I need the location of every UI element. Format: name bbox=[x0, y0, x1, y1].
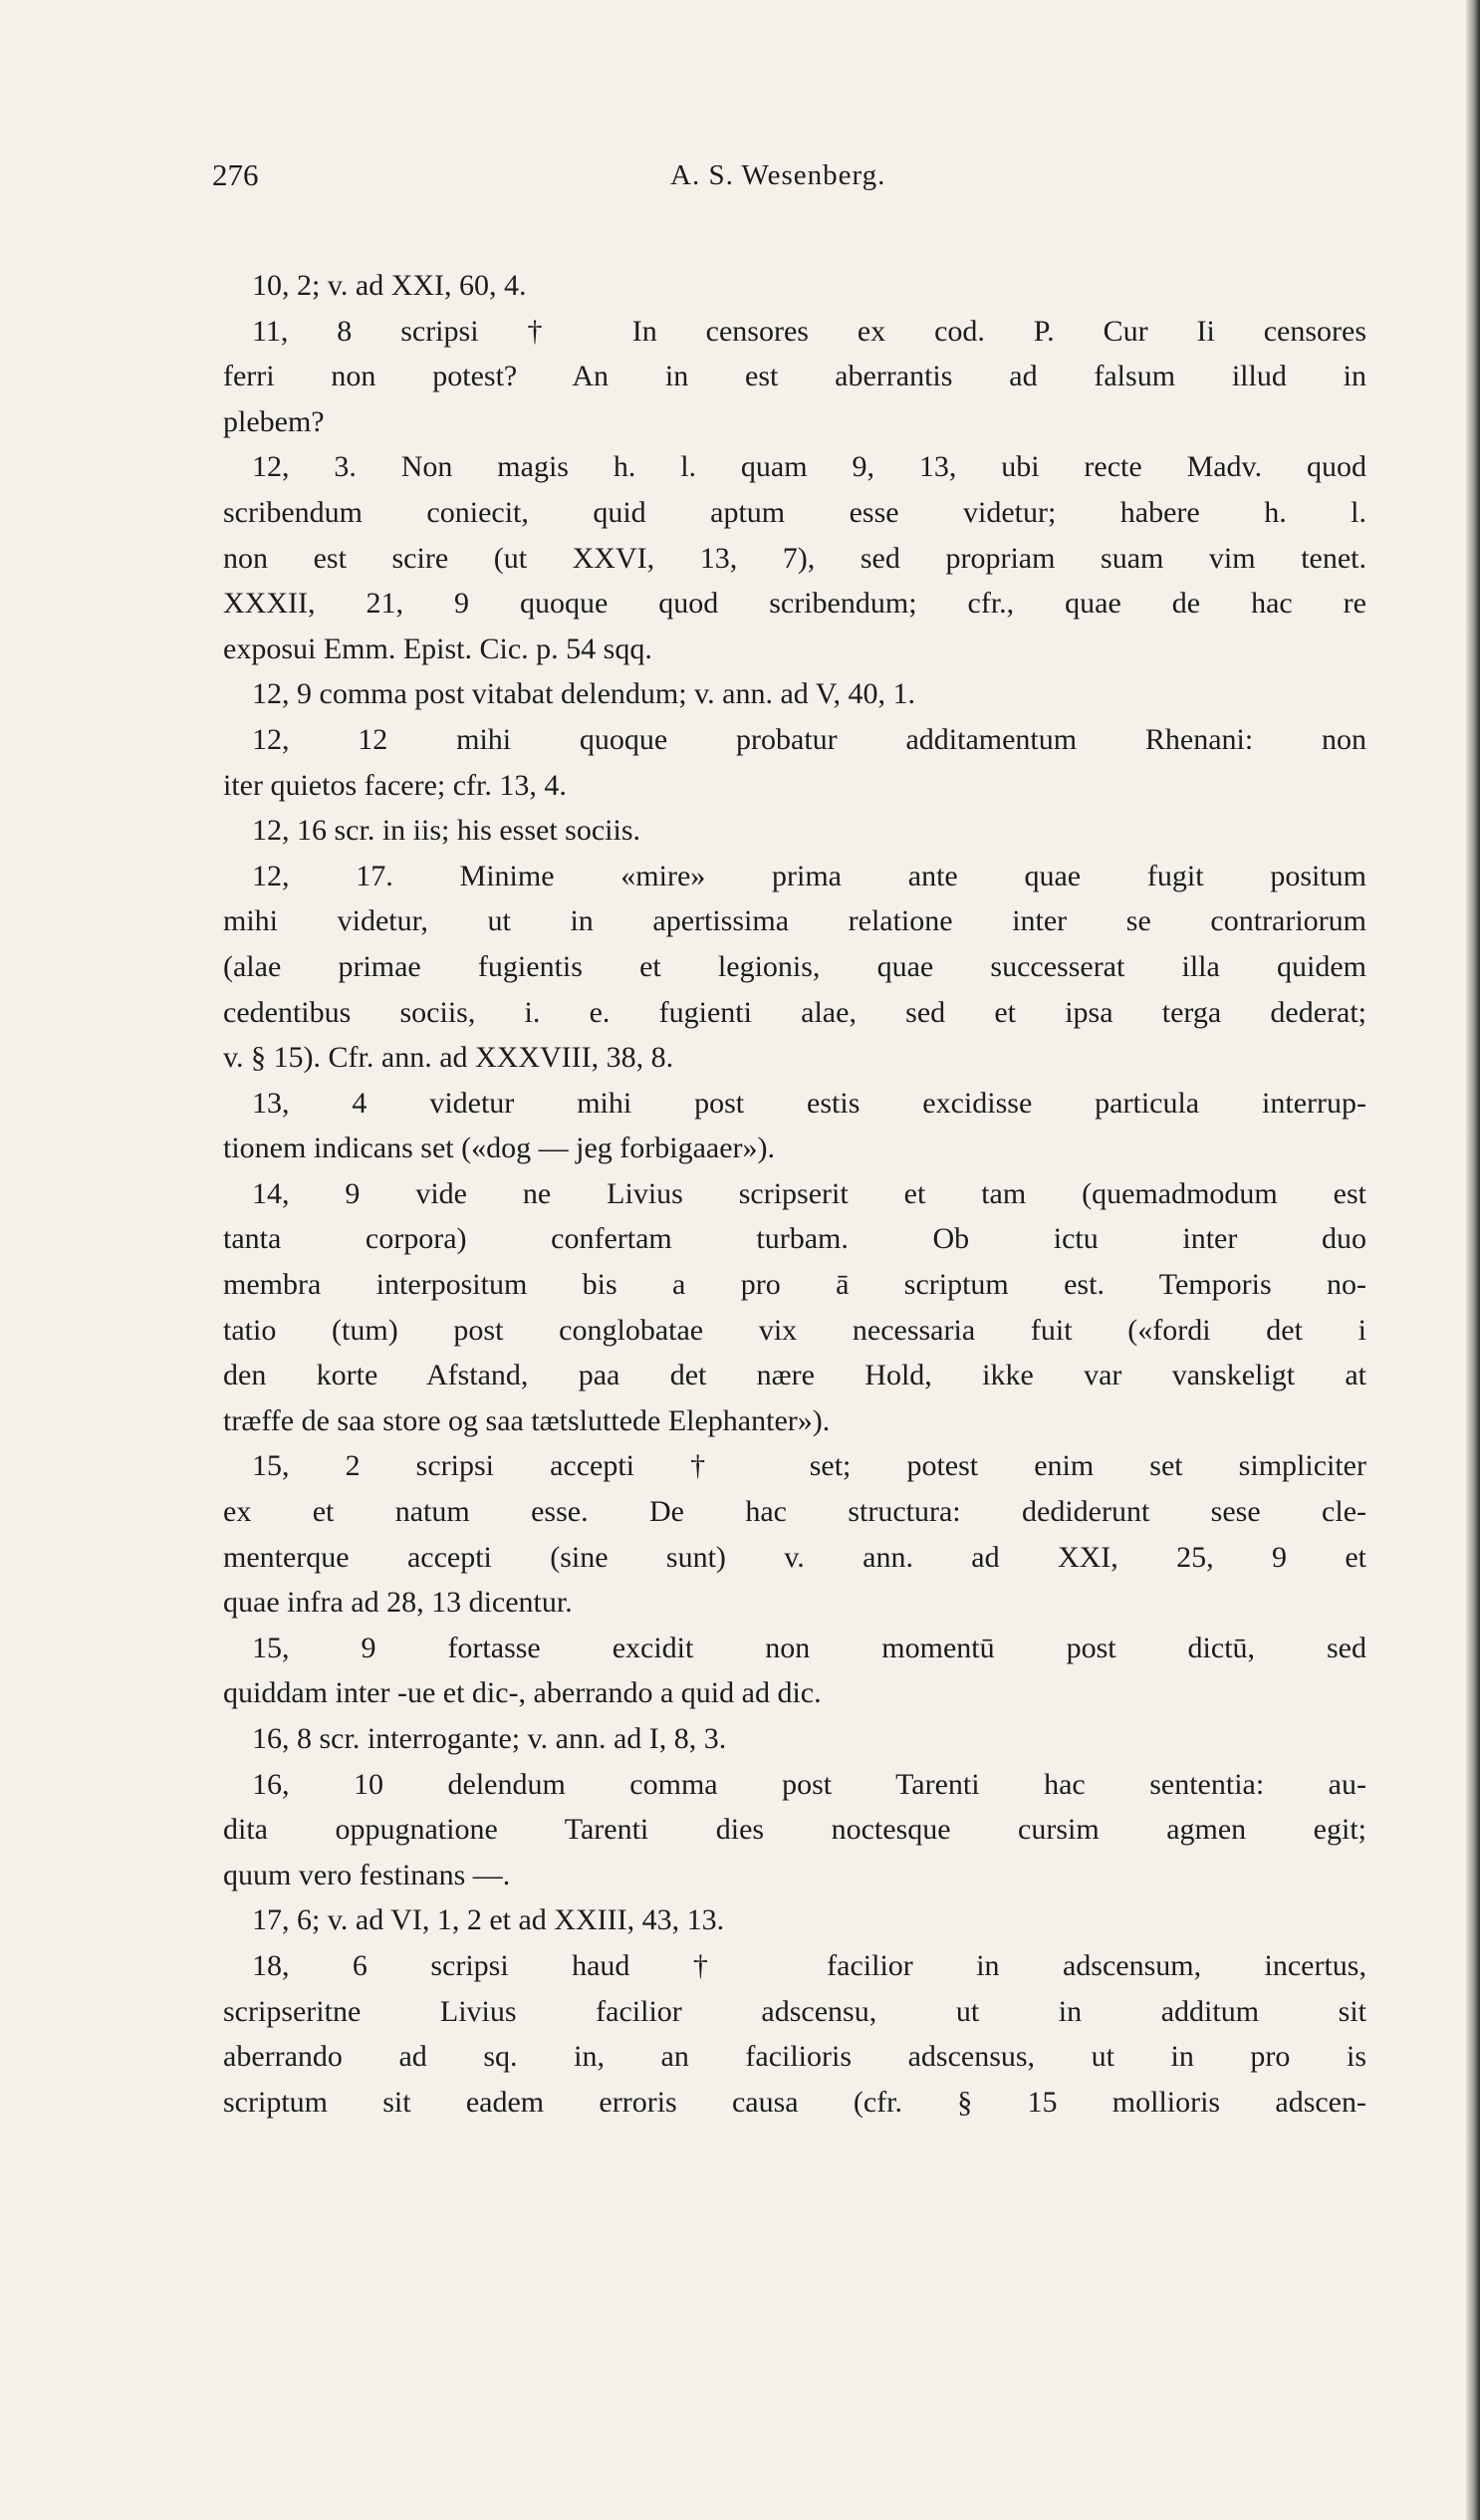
annotation-note bbox=[223, 263, 1366, 309]
text-line: dita oppugnatione Tarenti dies noctesque cursim agmen egit; bbox=[223, 1813, 1366, 1847]
text-line: scriptum sit eadem erroris causa (cfr. § 15 mollioris adscen- bbox=[223, 2085, 1366, 2119]
text-line: 17, 6; v. ad VI, 1, 2 et ad XXIII, 43, 13. bbox=[252, 1903, 725, 1937]
text-line: tionem indicans set («dog — jeg forbigaaer»). bbox=[223, 1132, 776, 1165]
annotation-note bbox=[223, 309, 1366, 445]
annotation-note bbox=[223, 808, 1366, 854]
text-line: cedentibus sociis, i. e. fugienti alae, sed et ipsa terga dederat; bbox=[223, 995, 1366, 1029]
text-line: 16, 8 scr. interrogante; v. ann. ad I, 8, 3. bbox=[252, 1722, 727, 1755]
text-line: aberrando ad sq. in, an facilioris adscensus, ut in pro is bbox=[223, 2040, 1366, 2074]
annotation-note bbox=[223, 1943, 1366, 2125]
annotation-note bbox=[223, 717, 1366, 808]
annotation-note bbox=[223, 1443, 1366, 1625]
text-line: den korte Afstand, paa det nære Hold, ikke var vanskeligt at bbox=[223, 1359, 1366, 1392]
text-line: 11, 8 scripsi † In censores ex cod. P. Cur Ii censores bbox=[252, 314, 1366, 348]
text-line: 18, 6 scripsi haud † facilior in adscensum, incertus, bbox=[252, 1948, 1366, 1982]
text-line: 13, 4 videtur mihi post estis excidisse particula interrup- bbox=[252, 1086, 1366, 1120]
annotation-note bbox=[223, 1762, 1366, 1898]
page-header bbox=[212, 157, 1373, 207]
text-line: XXXII, 21, 9 quoque quod scribendum; cfr., quae de hac re bbox=[223, 587, 1366, 621]
text-line: quae infra ad 28, 13 dicentur. bbox=[223, 1586, 573, 1620]
annotation-note bbox=[223, 854, 1366, 1081]
text-line: 12, 16 scr. in iis; his esset sociis. bbox=[252, 814, 640, 848]
text-line: ferri non potest? An in est aberrantis ad falsum illud in bbox=[223, 360, 1366, 393]
text-line: scribendum coniecit, quid aptum esse videtur; habere h. l. bbox=[223, 495, 1366, 529]
text-line: quiddam inter -ue et dic-, aberrando a quid ad dic. bbox=[223, 1676, 822, 1710]
running-head: A. S. Wesenberg. bbox=[670, 159, 886, 191]
text-line: 14, 9 vide ne Livius scripserit et tam (quemadmodum est bbox=[252, 1176, 1366, 1210]
annotation-note bbox=[223, 1716, 1366, 1762]
text-line: ex et natum esse. De hac structura: dediderunt sese cle- bbox=[223, 1495, 1366, 1529]
text-line: scripseritne Livius facilior adscensu, ut in additum sit bbox=[223, 1994, 1366, 2028]
text-line: 12, 3. Non magis h. l. quam 9, 13, ubi recte Madv. quod bbox=[252, 450, 1366, 484]
text-line: tatio (tum) post conglobatae vix necessaria fuit («fordi det i bbox=[223, 1313, 1366, 1347]
text-line: 12, 9 comma post vitabat delendum; v. ann. ad V, 40, 1. bbox=[252, 677, 916, 711]
text-line: (alae primae fugientis et legionis, quae successerat illa quidem bbox=[223, 949, 1366, 983]
annotation-note bbox=[223, 671, 1366, 717]
annotations-body bbox=[223, 263, 1366, 2125]
text-line: mihi videtur, ut in apertissima relatione inter se contrariorum bbox=[223, 904, 1366, 938]
text-line: non est scire (ut XXVI, 13, 7), sed propriam suam vim tenet. bbox=[223, 541, 1366, 575]
annotation-note bbox=[223, 444, 1366, 671]
text-line: tanta corpora) confertam turbam. Ob ictu inter duo bbox=[223, 1222, 1366, 1256]
annotation-note bbox=[223, 1081, 1366, 1171]
text-line: iter quietos facere; cfr. 13, 4. bbox=[223, 768, 567, 802]
text-line: 16, 10 delendum comma post Tarenti hac sententia: au- bbox=[252, 1767, 1366, 1801]
text-line: v. § 15). Cfr. ann. ad XXXVIII, 38, 8. bbox=[223, 1041, 674, 1075]
text-line: 12, 12 mihi quoque probatur additamentum Rhenani: non bbox=[252, 722, 1366, 756]
text-line: plebem? bbox=[223, 404, 325, 438]
annotation-note bbox=[223, 1626, 1366, 1716]
text-line: 12, 17. Minime «mire» prima ante quae fugit positum bbox=[252, 859, 1366, 892]
text-line: 10, 2; v. ad XXI, 60, 4. bbox=[252, 269, 527, 302]
annotation-note bbox=[223, 1897, 1366, 1943]
text-line: 15, 2 scripsi accepti † set; potest enim set simpliciter bbox=[252, 1449, 1366, 1483]
text-line: quum vero festinans —. bbox=[223, 1858, 511, 1891]
text-line: membra interpositum bis a pro ā scriptum est. Temporis no- bbox=[223, 1268, 1366, 1302]
text-line: 15, 9 fortasse excidit non momentū post dictū, sed bbox=[252, 1631, 1366, 1664]
text-line: menterque accepti (sine sunt) v. ann. ad XXI, 25, 9 et bbox=[223, 1540, 1366, 1574]
text-line: træffe de saa store og saa tætsluttede Elephanter»). bbox=[223, 1403, 831, 1437]
page-edge-shadow bbox=[1466, 0, 1480, 2520]
text-line: exposui Emm. Epist. Cic. p. 54 sqq. bbox=[223, 631, 652, 665]
annotation-note bbox=[223, 1171, 1366, 1444]
page-number: 276 bbox=[212, 157, 259, 192]
